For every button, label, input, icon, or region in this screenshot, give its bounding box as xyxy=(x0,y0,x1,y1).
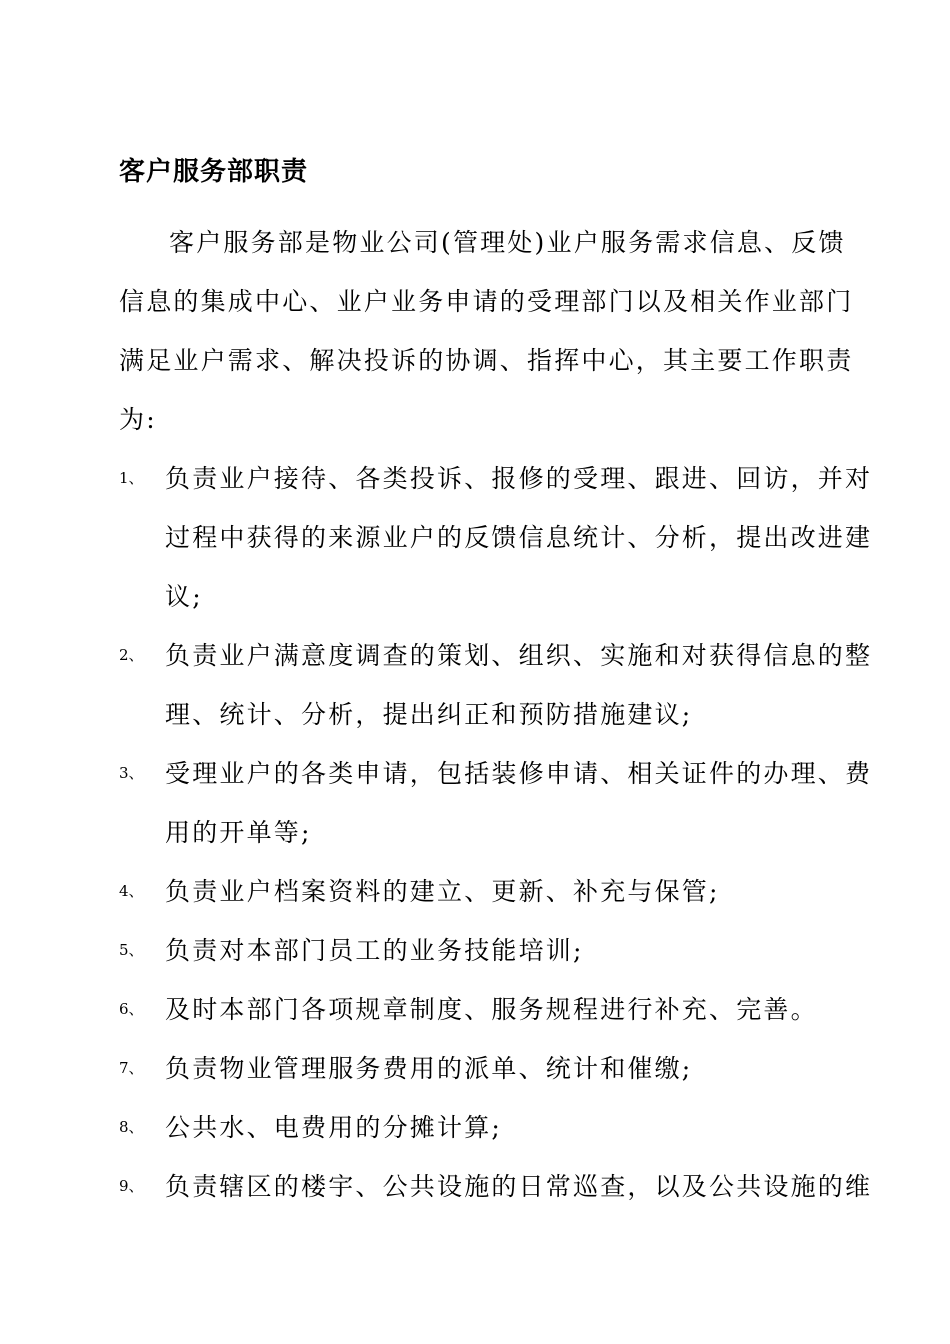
item-text xyxy=(165,626,873,744)
intro-line: 客户服务部是物业公司(管理处)业户服务需求信息、反馈 xyxy=(169,228,846,257)
list-item xyxy=(119,1157,873,1216)
item-number: 6、 xyxy=(119,1000,144,1018)
item-text xyxy=(165,449,873,626)
item-line: 负责业户接待、各类投诉、报修的受理、跟进、回访，并对 xyxy=(165,464,873,493)
duties-list xyxy=(119,449,873,1216)
item-number: 3、 xyxy=(119,764,144,782)
item-text xyxy=(165,1098,839,1157)
item-number: 4、 xyxy=(119,882,144,900)
page-title: 客户服务部职责 xyxy=(119,157,309,187)
item-line: 受理业户的各类申请，包括装修申请、相关证件的办理、费 xyxy=(165,759,873,788)
list-item xyxy=(119,449,873,626)
list-item xyxy=(119,1098,839,1157)
item-number: 8、 xyxy=(119,1118,144,1136)
list-item xyxy=(119,744,873,862)
item-text xyxy=(165,1157,873,1216)
item-line: 及时本部门各项规章制度、服务规程进行补充、完善。 xyxy=(165,995,818,1024)
item-number: 7、 xyxy=(119,1059,144,1077)
item-text xyxy=(165,980,839,1039)
list-item xyxy=(119,921,839,980)
list-item xyxy=(119,626,873,744)
intro-line: 信息的集成中心、业户业务申请的受理部门以及相关作业部门 xyxy=(119,287,854,316)
item-text xyxy=(165,1039,839,1098)
item-text xyxy=(165,744,873,862)
item-line: 公共水、电费用的分摊计算; xyxy=(165,1113,503,1142)
item-line: 负责物业管理服务费用的派单、统计和催缴; xyxy=(165,1054,693,1083)
item-line: 负责辖区的楼宇、公共设施的日常巡查，以及公共设施的维 xyxy=(165,1172,873,1201)
item-line: 议; xyxy=(165,582,203,611)
item-line: 理、统计、分析，提出纠正和预防措施建议; xyxy=(165,700,693,729)
intro-line: 满足业户需求、解决投诉的协调、指挥中心，其主要工作职责 xyxy=(119,346,854,375)
intro-paragraph xyxy=(119,213,854,449)
list-item xyxy=(119,980,839,1039)
item-number: 1、 xyxy=(119,469,144,487)
item-line: 负责业户档案资料的建立、更新、补充与保管; xyxy=(165,877,720,906)
list-item xyxy=(119,862,839,921)
item-number: 9、 xyxy=(119,1177,144,1195)
item-line: 负责业户满意度调查的策划、组织、实施和对获得信息的整 xyxy=(165,641,873,670)
item-line: 过程中获得的来源业户的反馈信息统计、分析，提出改进建 xyxy=(165,523,873,552)
item-number: 5、 xyxy=(119,941,144,959)
item-number: 2、 xyxy=(119,646,144,664)
item-text xyxy=(165,921,839,980)
item-text xyxy=(165,862,839,921)
list-item xyxy=(119,1039,839,1098)
intro-line: 为: xyxy=(119,405,157,434)
item-line: 负责对本部门员工的业务技能培训; xyxy=(165,936,584,965)
item-line: 用的开单等; xyxy=(165,818,312,847)
